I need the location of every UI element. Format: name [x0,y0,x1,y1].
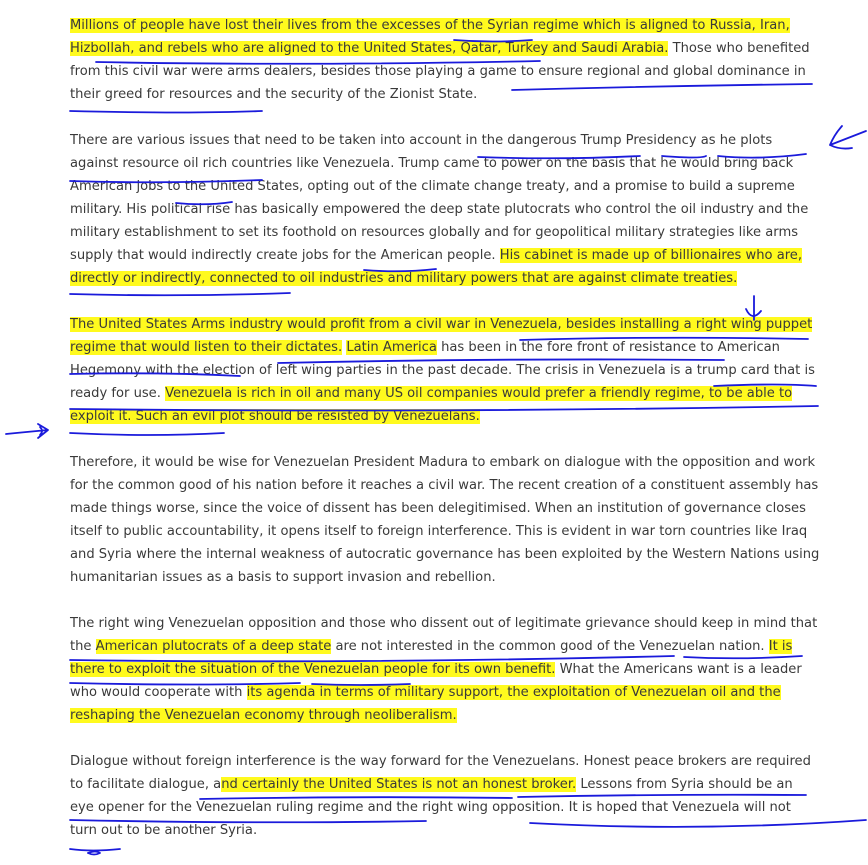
text-segment: are not interested in the common good of the Venezuelan nation. [331,639,769,654]
text-segment: His cabinet is made up of billionaires who are, directly or indirectly, connected to oil industries and military powers that are against climate treaties. [70,248,803,286]
text-segment: The right wing Venezuelan opposition and those who dissent out of legitimate grievance should keep in mind that the [70,616,818,654]
paragraph [70,14,820,106]
text-segment: Those who benefited from this civil war were arms dealers, besides those playing a game to ensure regional and global dominance in their greed for resources and the security of the Zionist State. [70,41,810,102]
text-segment: Millions of people have lost their lives from the excesses of the Syrian regime which is aligned to Russia, Iran, Hizbollah, and rebels who are aligned to the United States, Qatar, Turkey and Saudi Arabia. [70,18,790,56]
text-segment: What the Americans want is a leader who would cooperate with [70,662,802,700]
text-segment: its agenda in terms of military support, the exploitation of Venezuelan oil and the reshaping the Venezuelan economy through neoliberalism. [70,685,781,723]
paragraph [70,612,820,727]
paragraph [70,129,820,290]
text-segment: American plutocrats of a deep state [95,639,332,654]
text-segment: has been in the fore front of resistance to American Hegemony with the election of left wing parties in the past decade. The crisis in Venezuela is a trump card that is ready for use. [70,340,815,401]
text-segment: There are various issues that need to be taken into account in the dangerous Trump Presidency as he plots against resource oil rich countries like Venezuela. Trump came to power on the basis that he would bring back American jobs to the United States, opting out of the climate change treaty, and a promise to build a supreme military. His political rise has basically empowered the deep state plutocrats who control the oil industry and the military establishment to set its foothold on resources globally and for geopolitical military strategies like arms supply that would indirectly create jobs for the American people. [70,133,809,263]
paragraph [70,451,820,589]
text-segment: It is there to exploit the situation of the Venezuelan people for its own benefit. [70,639,793,677]
article-body [70,14,820,865]
arrow-pen-icon [830,126,866,149]
text-segment: Venezuela is rich in oil and many US oil companies would prefer a friendly regime, to be able to exploit it. Such an evil plot should be resisted by Venezuelans. [70,386,793,424]
text-segment: Therefore, it would be wise for Venezuelan President Madura to embark on dialogue with the opposition and work for the common good of his nation before it reaches a civil war. The recent creation of a constituent assembly has made things worse, since the voice of dissent has been delegitimised. When an institution of governance closes itself to public accountability, it opens itself to foreign interference. This is evident in war torn countries like Iraq and Syria where the internal weakness of autocratic governance has been exploited by the Western Nations using humanitarian issues as a basis to support invasion and rebellion. [70,455,820,585]
paragraph [70,750,820,842]
text-segment: nd certainly the United States is not an honest broker. [221,777,577,792]
paragraph [70,313,820,428]
text-segment: Latin America [346,340,437,355]
text-segment: Lessons from Syria should be an eye opener for the Venezuelan ruling regime and the right wing opposition. It is hoped that Venezuela will not turn out to be another Syria. [70,777,793,838]
arrow-pen-icon [6,424,48,438]
text-segment: Dialogue without foreign interference is the way forward for the Venezuelans. Honest peace brokers are required to facilitate dialogue, a [70,754,811,792]
text-segment: The United States Arms industry would profit from a civil war in Venezuela, besides installing a right wing puppet regime that would listen to their dictates. [70,317,813,355]
